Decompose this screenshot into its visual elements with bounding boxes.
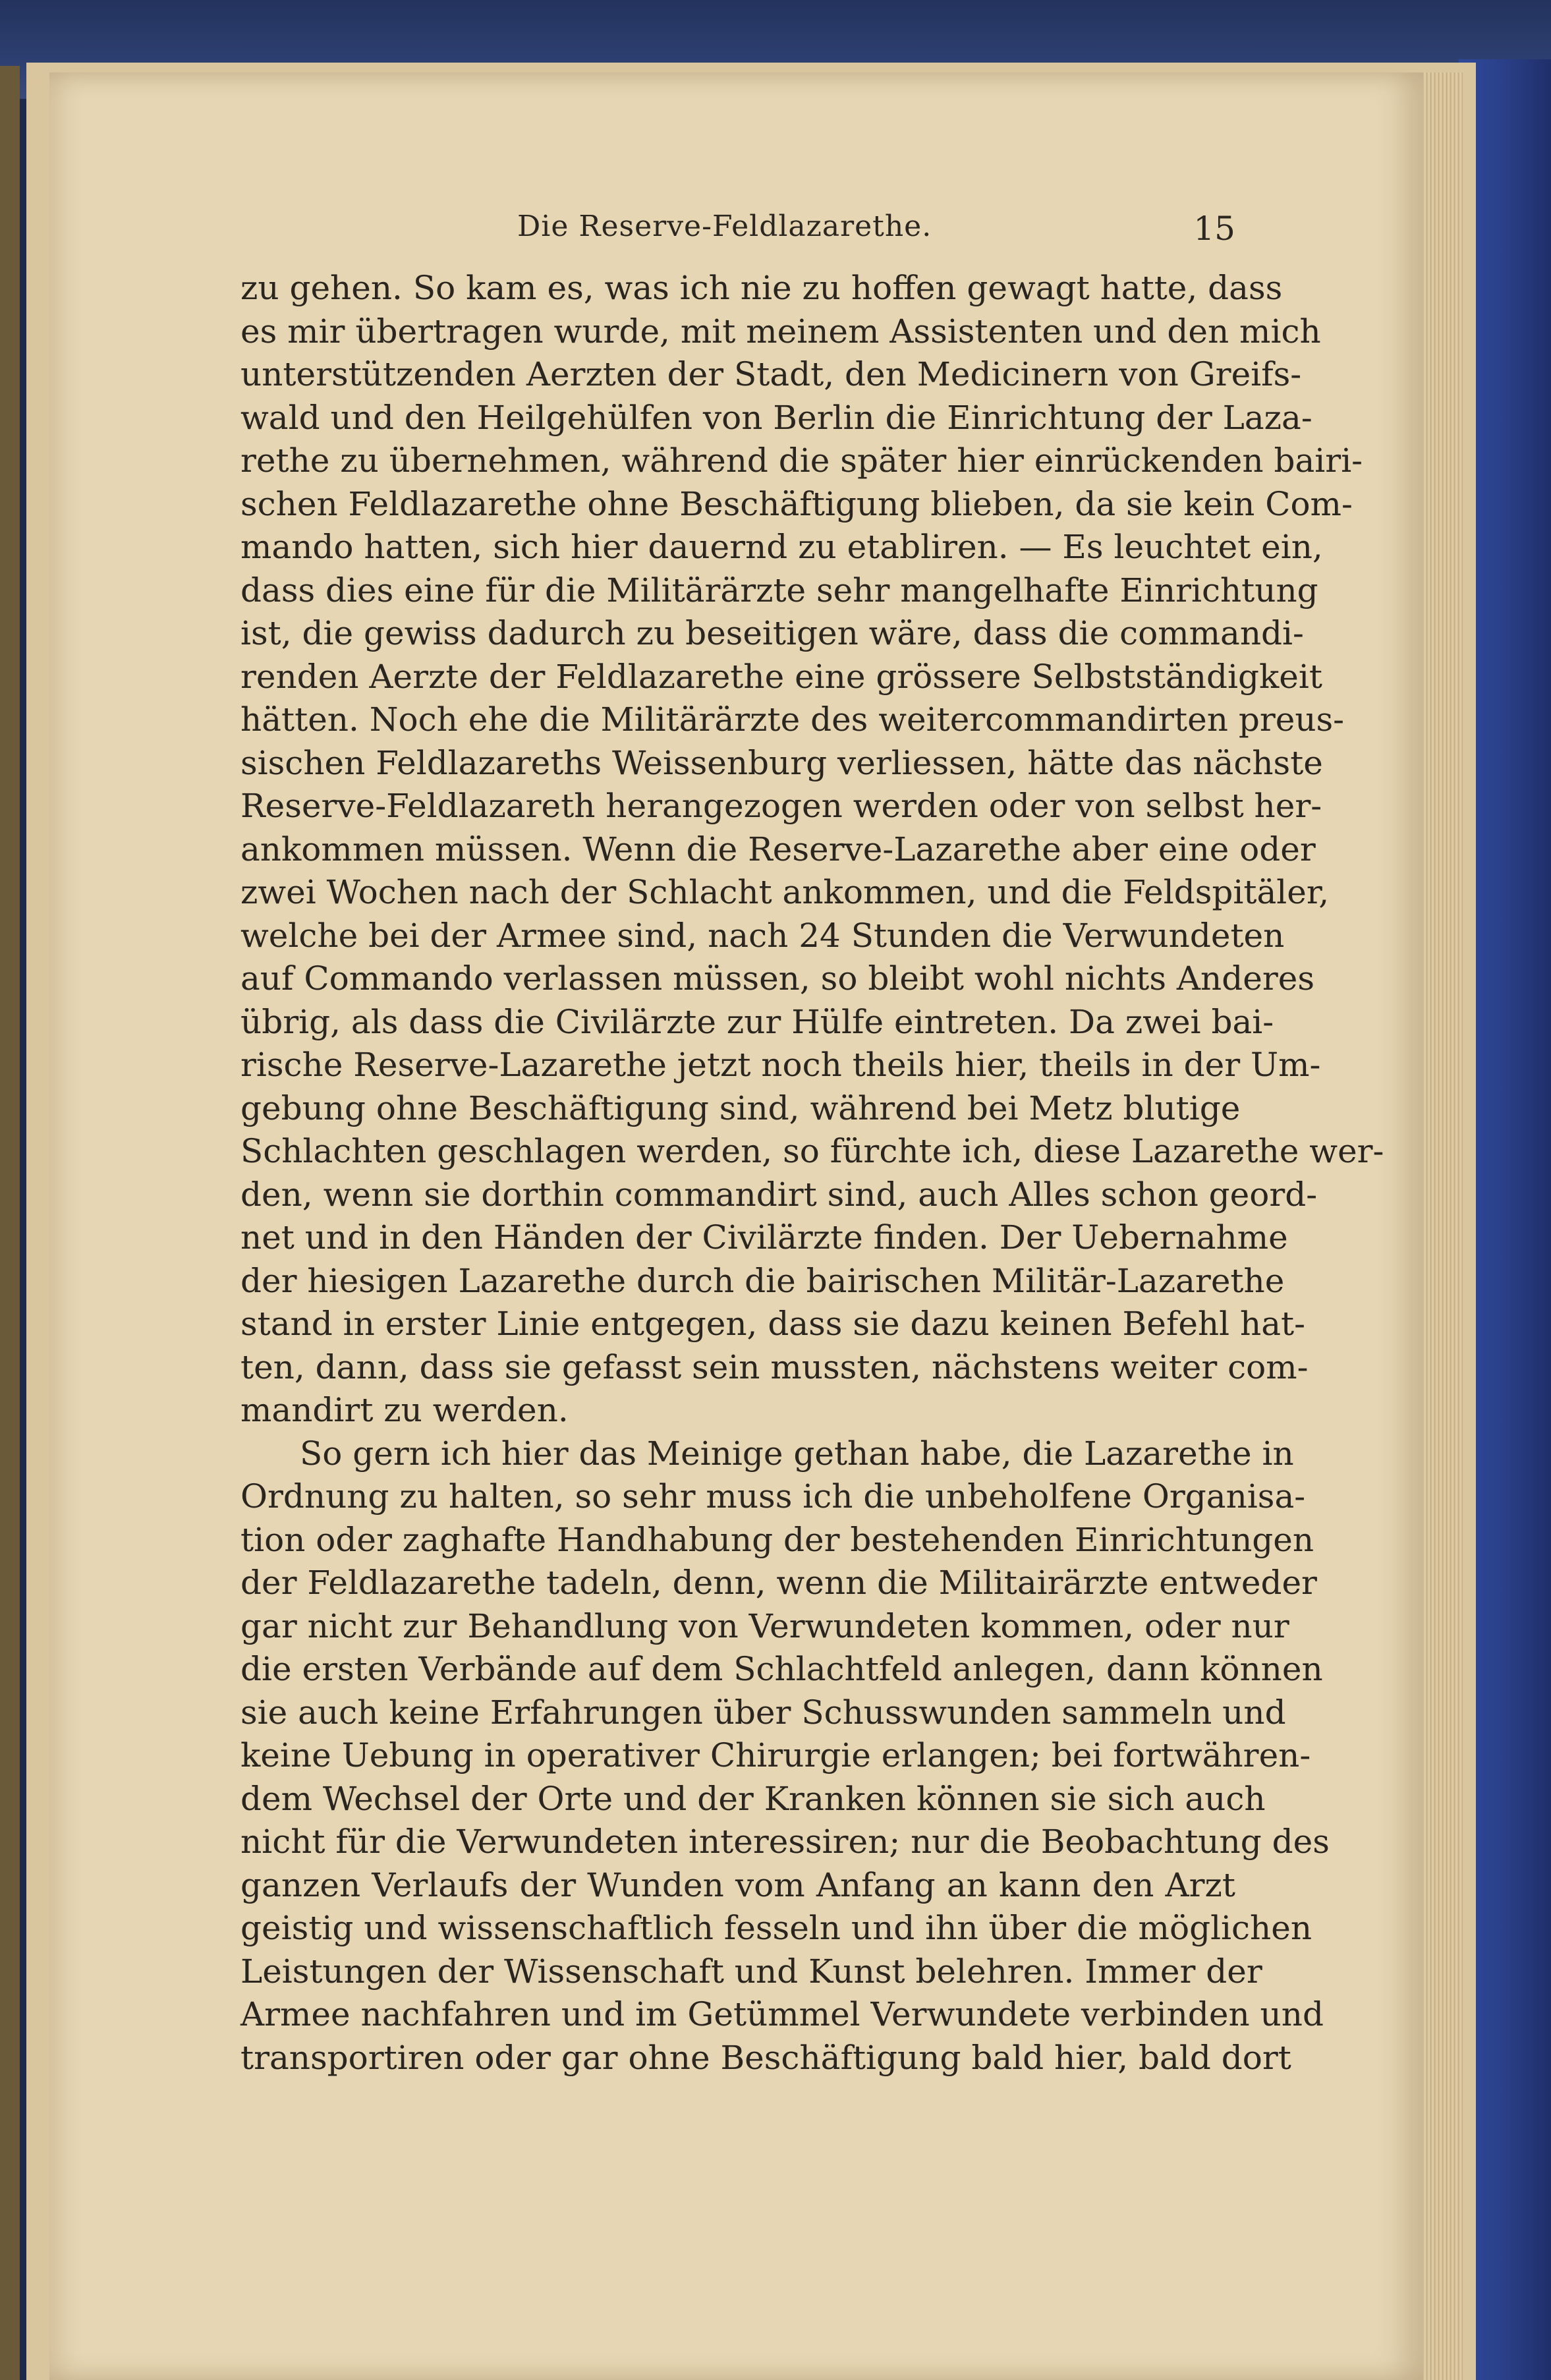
book-cover-left xyxy=(0,66,20,2380)
text-line: mandirt zu werden. xyxy=(240,1391,569,1429)
text-line: dem Wechsel der Orte und der Kranken können sie sich auch xyxy=(240,1779,1266,1818)
text-line: rische Reserve-Lazarethe jetzt noch theils hier, theils in der Um- xyxy=(240,1046,1321,1084)
text-line: gebung ohne Beschäftigung sind, während bei Metz blutige xyxy=(240,1089,1241,1127)
text-line: es mir übertragen wurde, mit meinem Assistenten und den mich xyxy=(240,312,1321,351)
text-line: ganzen Verlaufs der Wunden vom Anfang an kann den Arzt xyxy=(240,1865,1235,1904)
text-line: welche bei der Armee sind, nach 24 Stunden die Verwundeten xyxy=(240,916,1285,955)
text-line: schen Feldlazarethe ohne Beschäftigung blieben, da sie kein Com- xyxy=(240,484,1353,523)
text-line: ten, dann, dass sie gefasst sein mussten, nächstens weiter com- xyxy=(240,1347,1309,1386)
text-line: der Feldlazarethe tadeln, denn, wenn die Militairärzte entweder xyxy=(240,1564,1317,1602)
text-line: transportiren oder gar ohne Beschäftigung bald hier, bald dort xyxy=(240,2038,1291,2077)
text-line: ankommen müssen. Wenn die Reserve-Lazarethe aber eine oder xyxy=(240,830,1316,868)
text-line: zwei Wochen nach der Schlacht ankommen, und die Feldspitäler, xyxy=(240,873,1330,911)
text-line: den, wenn sie dorthin commandirt sind, auch Alles schon geord- xyxy=(240,1175,1318,1214)
text-line: sischen Feldlazareths Weissenburg verliessen, hätte das nächste xyxy=(240,743,1323,782)
text-line: der hiesigen Lazarethe durch die bairischen Militär-Lazarethe xyxy=(240,1261,1285,1300)
text-line: stand in erster Linie entgegen, dass sie dazu keinen Befehl hat- xyxy=(240,1305,1306,1343)
text-line: Armee nachfahren und im Getümmel Verwundete verbinden und xyxy=(240,1995,1324,2033)
text-line: hätten. Noch ehe die Militärärzte des weitercommandirten preus- xyxy=(240,700,1345,739)
text-line: wald und den Heilgehülfen von Berlin die Einrichtung der Laza- xyxy=(240,398,1312,437)
text-line: Schlachten geschlagen werden, so fürchte ich, diese Lazarethe wer- xyxy=(240,1132,1384,1170)
text-line: unterstützenden Aerzten der Stadt, den Medicinern von Greifs- xyxy=(240,355,1302,393)
text-line: mando hatten, sich hier dauernd zu etabliren. — Es leuchtet ein, xyxy=(240,528,1323,566)
page-header xyxy=(517,210,1235,256)
text-line: gar nicht zur Behandlung von Verwundeten kommen, oder nur xyxy=(240,1606,1289,1645)
page-edges xyxy=(1423,72,1463,2380)
text-line: keine Uebung in operativer Chirurgie erlangen; bei fortwähren- xyxy=(240,1736,1311,1774)
page-number: 15 xyxy=(1193,210,1235,248)
text-line: auf Commando verlassen müssen, so bleibt wohl nichts Anderes xyxy=(240,959,1314,998)
text-line: So gern ich hier das Meinige gethan habe, die Lazarethe in xyxy=(300,1434,1294,1473)
text-line: übrig, als dass die Civilärzte zur Hülfe eintreten. Da zwei bai- xyxy=(240,1002,1274,1041)
text-line: tion oder zaghafte Handhabung der bestehenden Einrichtungen xyxy=(240,1520,1314,1559)
text-line: die ersten Verbände auf dem Schlachtfeld anlegen, dann können xyxy=(240,1650,1323,1688)
running-head: Die Reserve-Feldlazarethe. xyxy=(517,210,932,243)
text-line: dass dies eine für die Militärärzte sehr mangelhafte Einrichtung xyxy=(240,571,1318,609)
text-line: Leistungen der Wissenschaft und Kunst belehren. Immer der xyxy=(240,1952,1262,1991)
text-line: rethe zu übernehmen, während die später hier einrückenden bairi- xyxy=(240,441,1363,480)
text-line: geistig und wissenschaftlich fesseln und ihn über die möglichen xyxy=(240,1909,1312,1947)
body-text xyxy=(240,267,1384,2080)
text-line: ist, die gewiss dadurch zu beseitigen wäre, dass die commandi- xyxy=(240,614,1304,652)
text-line: Reserve-Feldlazareth herangezogen werden oder von selbst her- xyxy=(240,787,1322,825)
text-line: renden Aerzte der Feldlazarethe eine grössere Selbstständigkeit xyxy=(240,657,1322,696)
text-line: net und in den Händen der Civilärzte finden. Der Uebernahme xyxy=(240,1218,1288,1257)
text-line: sie auch keine Erfahrungen über Schusswunden sammeln und xyxy=(240,1693,1286,1732)
text-line: Ordnung zu halten, so sehr muss ich die unbeholfene Organisa- xyxy=(240,1477,1306,1516)
text-line: nicht für die Verwundeten interessiren; nur die Beobachtung des xyxy=(240,1823,1330,1861)
text-line: zu gehen. So kam es, was ich nie zu hoffen gewagt hatte, dass xyxy=(240,269,1283,307)
